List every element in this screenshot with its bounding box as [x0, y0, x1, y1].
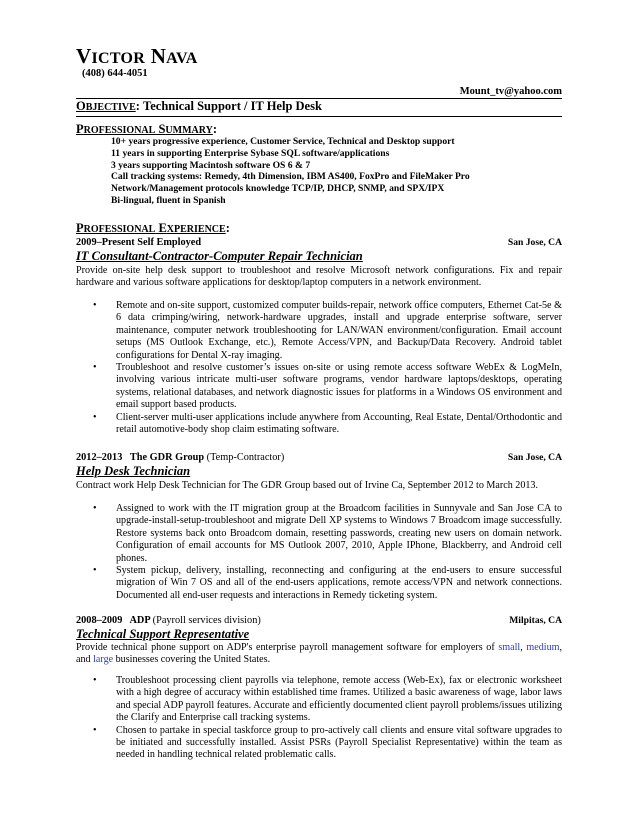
email-address: Mount_tv@yahoo.com — [459, 86, 562, 97]
job-2-header — [76, 452, 562, 463]
job-3-location: Milpitas, CA — [509, 615, 562, 626]
list-item: • Remote and on-site support, customized computer builds-repair, network office computers, Ethernet Cat-5e & 6 data crimping/wiring, network-hardware upgrades, install and upgrade enterprise software, server maintenance, computer network troubleshooting for LAN/WAN environment/configuration. Email account setups (MS Outlook Exchange, etc.), Remote Access/VPN, and Backup/Data Recovery. Android tablet configurations for Dental X-ray imaging. — [93, 300, 562, 361]
job-1-description: Provide on-site help desk support to troubleshoot and resolve Microsoft network configurations. Fix and repair hardware and various software applications for desktop/laptop computers in a network environment. — [76, 265, 562, 289]
job-2-title: Help Desk Technician — [76, 464, 191, 478]
objective-value: Technical Support / IT Help Desk — [143, 99, 322, 113]
summary-item: 11 years in supporting Enterprise Sybase SQL software/applications — [111, 147, 390, 159]
bullet-icon: • — [93, 362, 97, 374]
job-3-header — [76, 615, 562, 626]
summary-heading: PROFESSIONAL SUMMARY: — [76, 122, 217, 136]
objective-line: OBJECTIVE: Technical Support / IT Help Desk — [76, 99, 322, 113]
candidate-name: VICTOR NAVA — [76, 44, 198, 68]
bullet-icon: • — [93, 300, 97, 311]
size-small-link: small — [498, 642, 521, 653]
job-3-title: Technical Support Representative — [76, 627, 250, 641]
summary-item: 3 years supporting Macintosh software OS 6 & 7 — [111, 159, 311, 171]
bullet-icon: • — [93, 503, 97, 514]
job-2-bullets — [76, 503, 562, 602]
bullet-icon: • — [93, 411, 97, 423]
phone-number: (408) 644-4051 — [82, 68, 148, 79]
list-item: • Assigned to work with the IT migration group at the Broadcom facilities in Sunnyvale and San Jose CA to upgrade-install-setup-troubleshoot and migrate Dell XP systems to Windows 7 Broadcom image successfully. Restore systems back onto Broadcom domain, resetting passwords, creating new users on domain network. Configuration of email accounts for MS Outlook 2007, 2010, Apple IPhone, Blackberry, and Android cell phones. — [93, 503, 562, 564]
bullet-icon: • — [93, 565, 97, 577]
job-1-header — [76, 237, 562, 248]
bullet-icon: • — [93, 675, 97, 686]
list-item: • Troubleshoot and resolve customer’s issues on-site or using remote access software WebEx & LogMeIn, involving various intricate multi-user software programs, vendor hardware laptops/desktops, operating systems, relational databases, and network diagnostic issues for platforms in a Windows OS environment and email support based products. — [93, 362, 562, 411]
summary-list — [111, 136, 470, 207]
job-1-period: 2009–Present Self Employed — [76, 237, 202, 248]
job-2-description: Contract work Help Desk Technician for The GDR Group based out of Irvine Ca, September 2012 to March 2013. — [76, 480, 539, 491]
summary-item: Network/Management protocols knowledge TCP/IP, DHCP, SNMP, and SPX/IPX — [111, 183, 445, 195]
job-2-period: 2012–2013 — [76, 452, 123, 463]
bullet-icon: • — [93, 724, 97, 736]
job-1-title: IT Consultant-Contractor-Computer Repair Technician — [76, 249, 363, 263]
job-3-description: Provide technical phone support on ADP's enterprise payroll management software for employers of small, medium, and large businesses covering the United States. — [76, 642, 563, 666]
job-3-company-note: (Payroll services division) — [152, 615, 261, 626]
summary-item: Bi-lingual, fluent in Spanish — [111, 194, 226, 206]
size-large-link: large — [93, 654, 114, 666]
size-medium-link: medium — [526, 642, 560, 653]
summary-item: Call tracking systems: Remedy, 4th Dimension, IBM AS400, FoxPro and FileMaker Pro — [111, 171, 470, 183]
experience-heading: PROFESSIONAL EXPERIENCE: — [76, 221, 230, 235]
job-3-company: ADP — [129, 615, 151, 626]
job-2-location: San Jose, CA — [507, 452, 562, 463]
summary-item: 10+ years progressive experience, Customer Service, Technical and Desktop support — [111, 136, 455, 147]
job-3-bullets — [76, 675, 562, 762]
job-2-company: The GDR Group — [129, 452, 205, 463]
list-item: • Client-server multi-user applications include anywhere from Accounting, Real Estate, Dental/Orthodontic and retail automotive-body shop claim estimating software. — [93, 411, 562, 436]
job-1-bullets — [76, 300, 562, 436]
list-item: • Chosen to partake in special taskforce group to pro-actively call clients and ensure vital software upgrades to be initiated and successfully installed. Assist PSRs (Payroll Specialist Representative) within the team as needed in handling technical related problematic calls. — [93, 724, 562, 761]
list-item: • Troubleshoot processing client payrolls via telephone, remote access (Web-Ex), fax or electronic worksheet with a high degree of accuracy within established time frames. Utilized a basic awareness of wage, labor laws and special ADP payroll features. Accurate and efficiently documented client payroll problems/issues utilizing the Clarify and Enterprise call tracking systems. — [93, 675, 562, 724]
job-2-company-note: (Temp-Contractor) — [206, 452, 285, 463]
job-1-location: San Jose, CA — [507, 237, 562, 248]
job-3-period: 2008–2009 — [76, 615, 123, 626]
objective-divider — [76, 116, 562, 117]
list-item: • System pickup, delivery, installing, reconnecting and configuring at the end-users to ensure successful migration of Win 7 OS and all of the end-users applications, remote access/VPN and network connections. Documented all end-user requests and interactions in Remedy ticketing system. — [93, 565, 562, 601]
objective-label: OBJECTIVE — [76, 99, 136, 113]
